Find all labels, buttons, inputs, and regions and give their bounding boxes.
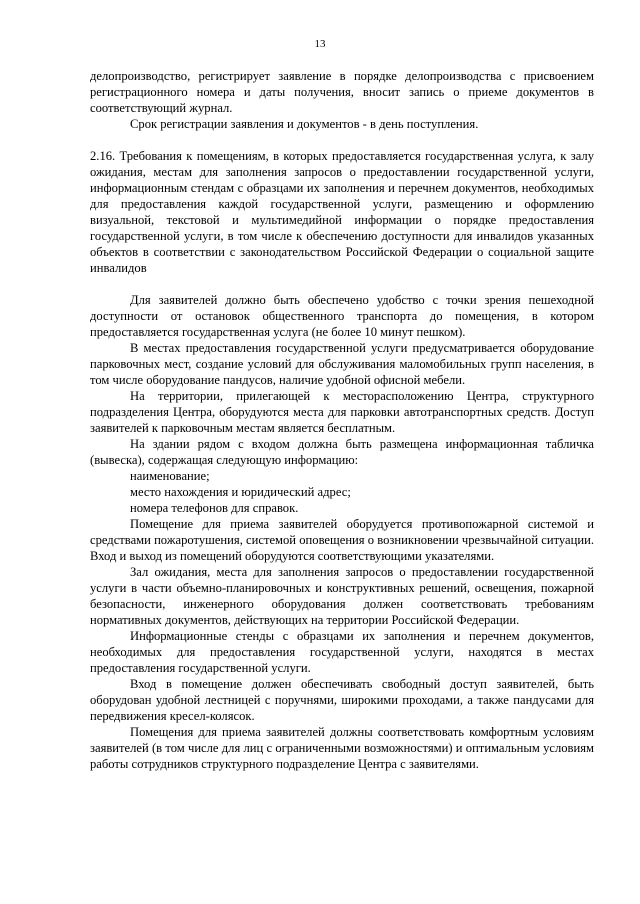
paragraph-parking-equipment: В местах предоставления государственной услуги предусматривается оборудование парковочных мест, создание условий для обслуживания маломобильных групп населения, в том числе оборудование пандусов, наличие удобной офисной мебели.: [90, 341, 594, 387]
paragraph-signboard: На здании рядом с входом должна быть размещена информационная табличка (вывеска), содержащая следующую информацию:: [90, 437, 594, 467]
paragraph-registration-term: Срок регистрации заявления и документов - в день поступления.: [130, 117, 479, 131]
list-item: наименование;: [130, 469, 210, 483]
paragraph-info-stands: Информационные стенды с образцами их заполнения и перечнем документов, необходимых для предоставления государственной услуги, находятся в местах предоставления государственной услуги.: [90, 629, 594, 675]
list-item: номера телефонов для справок.: [130, 501, 299, 515]
paragraph-reception-rooms: Помещения для приема заявителей должны соответствовать комфортным условиям заявителей (в том числе для лиц с ограниченными возможностями) и оптимальным условиям работы сотрудников структурного подразделение Центра с заявителями.: [90, 725, 594, 771]
section-heading-2-16: 2.16. Требования к помещениям, в которых предоставляется государственная услуга, к залу ожидания, местам для заполнения запросов о предоставлении государственной услуги, информационным стендам с образцами их заполнения и перечнем документов, необходимых для предоставления каждой государственной услуги, размещению и оформлению визуальной, текстовой и мультимедийной информации о порядке предоставления государственной услуги, в том числе к обеспечению доступности для инвалидов указанных объектов в соответствии с законодательством Российской Федерации о социальной защите инвалидов: [90, 149, 594, 275]
paragraph-entrance: Вход в помещение должен обеспечивать свободный доступ заявителей, быть оборудован удобной лестницей с поручнями, широкими проходами, а также пандусами для передвижения кресел-колясок.: [90, 677, 594, 723]
paragraph-fire-safety: Помещение для приема заявителей оборудуется противопожарной системой и средствами пожаротушения, системой оповещения о возникновении чрезвычайной ситуации. Вход и выход из помещений оборудуются соответствующими указателями.: [90, 517, 594, 563]
paragraph-waiting-hall: Зал ожидания, места для заполнения запросов о предоставлении государственной услуги в части объемно-планировочных и конструктивных решений, освещения, пожарной безопасности, инженерного оборудования должен соответствовать требованиям нормативных документов, действующих на территории Российской Федерации.: [90, 565, 594, 627]
paragraph-accessibility: Для заявителей должно быть обеспечено удобство с точки зрения пешеходной доступности от остановок общественного транспорта до помещения, в котором предоставляется государственная услуга (не более 10 минут пешком).: [90, 293, 594, 339]
paragraph-continuation: делопроизводство, регистрирует заявление в порядке делопроизводства с присвоением регистрационного номера и даты получения, вносит запись о приеме документов в соответствующий журнал.: [90, 69, 594, 115]
page-content: [90, 68, 594, 772]
paragraph-parking-territory: На территории, прилегающей к месторасположению Центра, структурного подразделения Центра, оборудуются места для парковки автотранспортных средств. Доступ заявителей к парковочным местам является бесплатным.: [90, 389, 594, 435]
page-number: 13: [314, 38, 326, 50]
list-item: место нахождения и юридический адрес;: [130, 485, 351, 499]
